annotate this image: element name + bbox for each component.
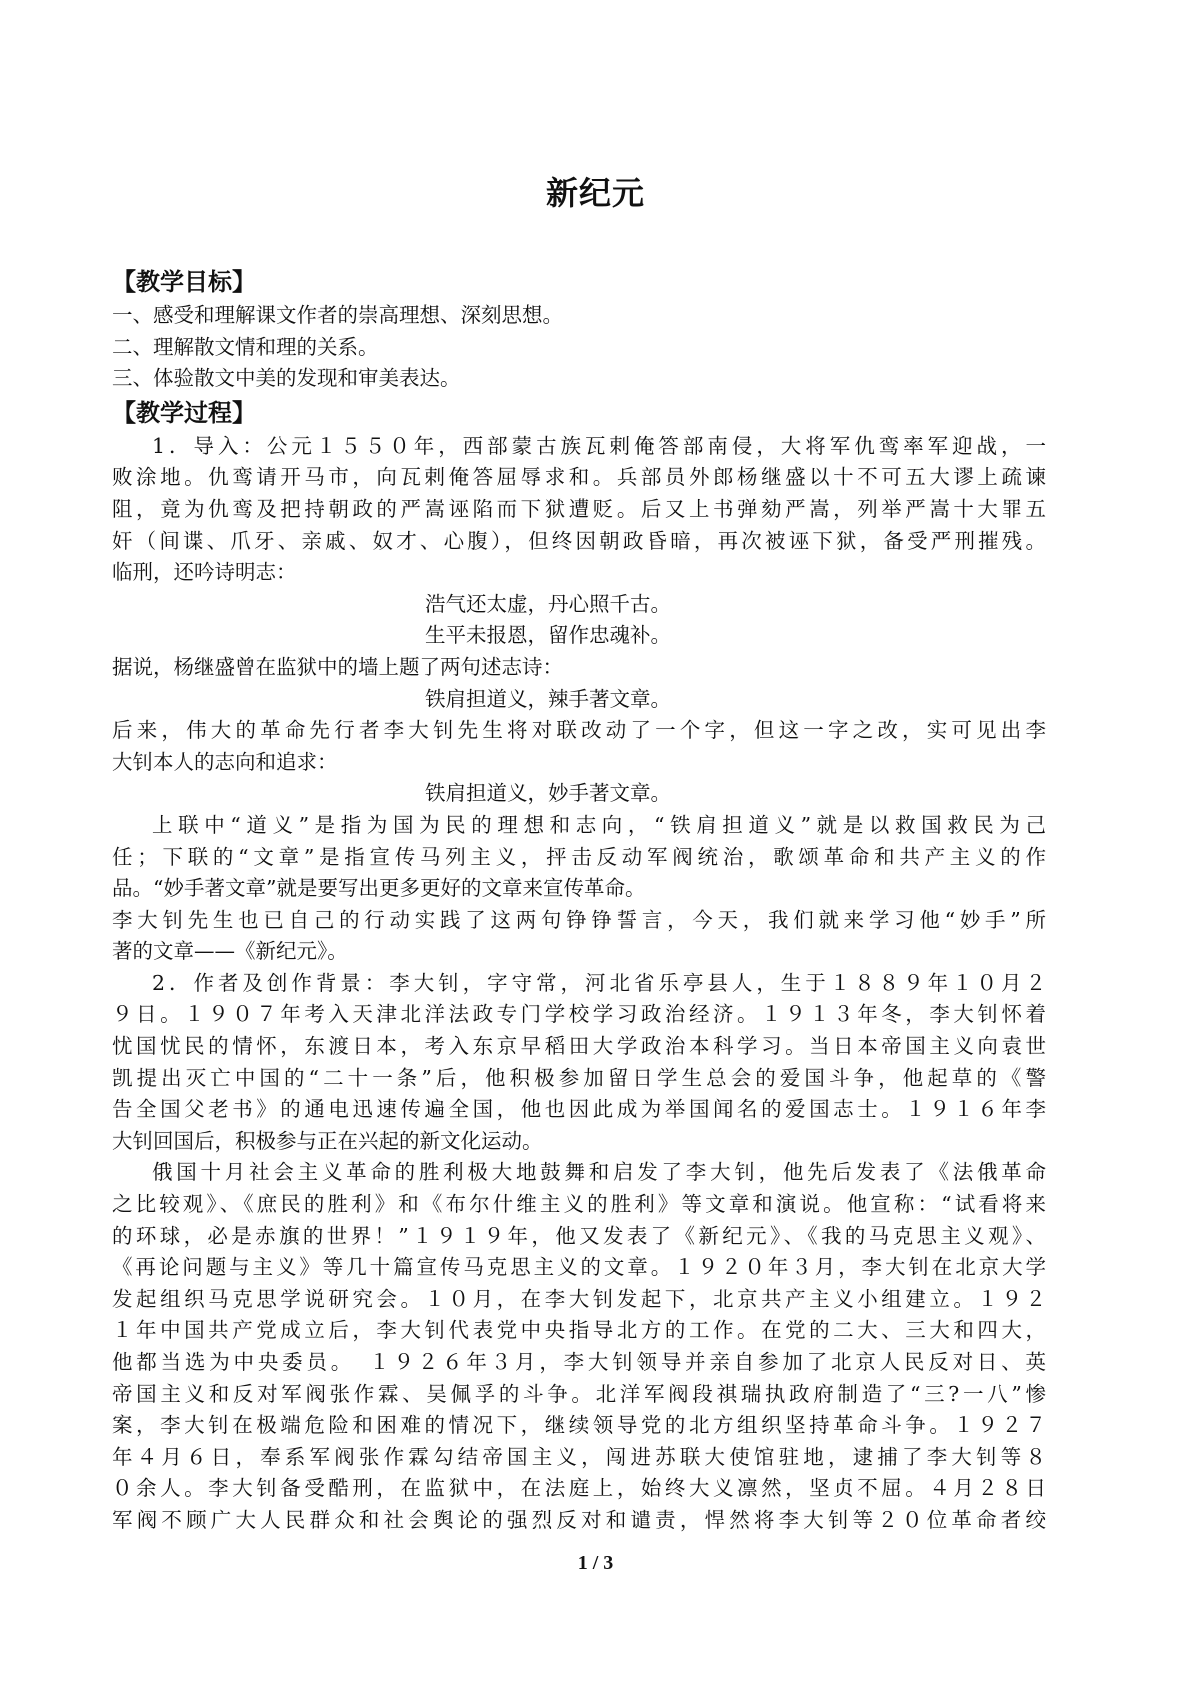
text-line: 败涂地。仇鸾请开马市，向瓦剌俺答屈辱求和。兵部员外郎杨继盛以十不可五大谬上疏谏 [112, 465, 1046, 490]
text-line: ０余人。李大钊备受酷刑，在监狱中，在法庭上，始终大义凛然，坚贞不屈。４月２８日 [112, 1476, 1046, 1501]
text-line: 李大钊先生也已自己的行动实践了这两句铮铮誓言，今天，我们就来学习他“妙手”所 [112, 907, 1046, 932]
goal-item: 三、体验散文中美的发现和审美表达。 [112, 366, 461, 391]
section-heading-goals: 【教学目标】 [112, 268, 256, 296]
text-line: 品。“妙手著文章”就是要写出更多更好的文章来宣传革命。 [112, 876, 646, 901]
text-line: 的环球，必是赤旗的世界！”１９１９年，他又发表了《新纪元》、《我的马克思主义观》、 [112, 1223, 1046, 1248]
text-line: 凯提出灭亡中国的“二十一条”后，他积极参加留日学生总会的爱国斗争，他起草的《警 [112, 1065, 1046, 1090]
text-line: 大钊本人的志向和追求： [112, 749, 338, 774]
poem-line: 铁肩担道义，辣手著文章。 [425, 686, 671, 711]
poem-line: 生平未报恩，留作忠魂补。 [425, 623, 671, 648]
text-line: 奸（间谍、爪牙、亲戚、奴才、心腹），但终因朝政昏暗，再次被诬下狱，备受严刑摧残。 [112, 528, 1046, 553]
text-line: 著的文章——《新纪元》。 [112, 939, 348, 964]
poem-line: 铁肩担道义，妙手著文章。 [425, 781, 671, 806]
text-line: 《再论问题与主义》等几十篇宣传马克思主义的文章。１９２０年３月，李大钊在北京大学 [112, 1255, 1046, 1280]
document-title: 新纪元 [545, 174, 645, 212]
text-line: 临刑，还吟诗明志： [112, 560, 297, 585]
text-line: 案，李大钊在极端危险和困难的情况下，继续领导党的北方组织坚持革命斗争。１９２７ [112, 1413, 1046, 1438]
text-line: 告全国父老书》的通电迅速传遍全国，他也因此成为举国闻名的爱国志士。１９１６年李 [112, 1097, 1046, 1122]
section-heading-process: 【教学过程】 [112, 398, 256, 427]
text-line: 阻，竟为仇鸾及把持朝政的严嵩诬陷而下狱遭贬。后又上书弹劾严嵩，列举严嵩十大罪五 [112, 496, 1046, 521]
text-line: 发起组织马克思学说研究会。１０月，在李大钊发起下，北京共产主义小组建立。１９２ [112, 1286, 1046, 1311]
text-line: １年中国共产党成立后，李大钊代表党中央指导北方的工作。在党的二大、三大和四大， [112, 1318, 1046, 1343]
document-body [112, 264, 1046, 1568]
text-line: 忧国忧民的情怀，东渡日本，考入东京早稻田大学政治本科学习。当日本帝国主义向袁世 [112, 1034, 1046, 1059]
text-line: 1．导入：公元１５５０年，西部蒙古族瓦剌俺答部南侵，大将军仇鸾率军迎战，一 [152, 433, 1046, 458]
text-line: 据说，杨继盛曾在监狱中的墙上题了两句述志诗： [112, 654, 563, 679]
poem-line: 浩气还太虚，丹心照千古。 [425, 591, 671, 616]
text-line: 2．作者及创作背景：李大钊，字守常，河北省乐亭县人，生于１８８９年１０月２ [152, 970, 1046, 995]
text-line: 他都当选为中央委员。 １９２６年３月，李大钊领导并亲自参加了北京人民反对日、英 [112, 1350, 1046, 1374]
text-line: 之比较观》、《庶民的胜利》和《布尔什维主义的胜利》等文章和演说。他宣称：“试看将来 [112, 1192, 1046, 1217]
text-line: 军阀不顾广大人民群众和社会舆论的强烈反对和谴责，悍然将李大钊等２０位革命者绞 [112, 1507, 1046, 1532]
text-line: 俄国十月社会主义革命的胜利极大地鼓舞和启发了李大钊，他先后发表了《法俄革命 [152, 1160, 1046, 1185]
text-line: 上联中“道义”是指为国为民的理想和志向，“铁肩担道义”就是以救国救民为己 [152, 812, 1046, 837]
text-line: 年４月６日，奉系军阀张作霖勾结帝国主义，闯进苏联大使馆驻地，逮捕了李大钊等８ [112, 1444, 1046, 1469]
goal-item: 二、理解散文情和理的关系。 [112, 334, 379, 359]
goal-item: 一、感受和理解课文作者的崇高理想、深刻思想。 [112, 303, 563, 327]
text-line: 任；下联的“文章”是指宣传马列主义，抨击反动军阀统治，歌颂革命和共产主义的作 [112, 844, 1046, 869]
text-line: ９日。１９０７年考入天津北洋法政专门学校学习政治经济。１９１３年冬，李大钊怀着 [112, 1002, 1046, 1027]
page-number: 1 / 3 [577, 1552, 614, 1574]
text-line: 后来，伟大的革命先行者李大钊先生将对联改动了一个字，但这一字之改，实可见出李 [112, 718, 1046, 743]
text-line: 帝国主义和反对军阀张作霖、吴佩孚的斗争。北洋军阀段祺瑞执政府制造了“三?一八”惨 [112, 1381, 1046, 1406]
text-line: 大钊回国后，积极参与正在兴起的新文化运动。 [112, 1128, 543, 1153]
